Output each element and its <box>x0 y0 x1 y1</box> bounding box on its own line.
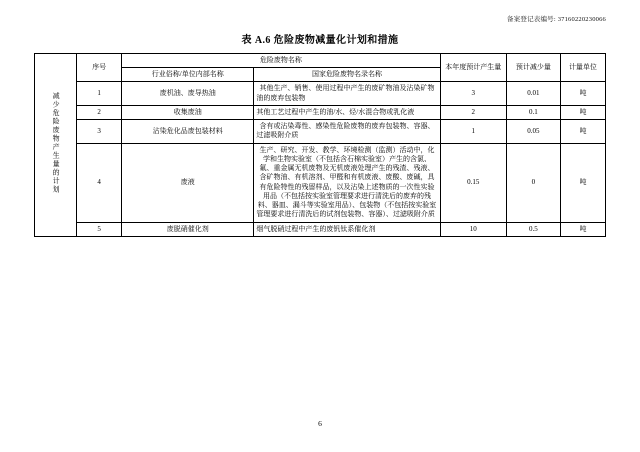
cell-national-name: 其他工艺过程中产生的油/水、烃/水混合物或乳化液 <box>254 105 440 119</box>
cell-seq: 3 <box>77 120 122 143</box>
cell-industry-name: 废液 <box>122 143 254 222</box>
cell-national-name: 生产、研究、开发、教学、环境检测（监测）活动中，化学和生物实验室（不包括含石棉实验室）产生的含氯、氟、重金属无机废物及无机废液处理产生的残渣、残液、含矿物油、有机溶剂、甲醛和有机废液、废酸、废碱，具有危险特性的残留样品，以及沾染上述物质的一次性实验用品（不包括按实验室管理要求进行清洗后的废弃的残料、器皿、漏斗等实验室用品）、包装物（不包括按实验室管理要求进行清洗后的试剂包装物、容器）、过滤吸附介质 <box>254 143 440 222</box>
cell-reduction: 0.5 <box>506 222 560 236</box>
table-header-row <box>35 54 606 68</box>
cell-seq: 5 <box>77 222 122 236</box>
cell-national-name: 其他生产、销售、使用过程中产生的废矿物油及沾染矿物油的废弃包装物 <box>254 82 440 105</box>
cell-reduction: 0 <box>506 143 560 222</box>
column-header-unit: 计量单位 <box>560 54 605 82</box>
table-row <box>35 222 606 236</box>
cell-national-name: 含有或沾染毒性、感染性危险废物的废弃包装物、容器、过滤吸附介质 <box>254 120 440 143</box>
cell-seq: 1 <box>77 82 122 105</box>
cell-amount: 1 <box>440 120 506 143</box>
cell-unit: 吨 <box>560 143 605 222</box>
column-header-industry-name: 行业俗称/单位内部名称 <box>122 68 254 82</box>
cell-seq: 4 <box>77 143 122 222</box>
waste-reduction-table <box>34 53 606 237</box>
table-row <box>35 120 606 143</box>
cell-reduction: 0.1 <box>506 105 560 119</box>
column-header-waste-name: 危险废物名称 <box>122 54 441 68</box>
cell-reduction: 0.05 <box>506 120 560 143</box>
cell-amount: 2 <box>440 105 506 119</box>
cell-industry-name: 收集废油 <box>122 105 254 119</box>
table-row <box>35 82 606 105</box>
cell-reduction: 0.01 <box>506 82 560 105</box>
cell-industry-name: 废机油、废导热油 <box>122 82 254 105</box>
column-header-reduction: 预计减少量 <box>506 54 560 82</box>
row-group-label <box>35 54 77 237</box>
cell-amount: 0.15 <box>440 143 506 222</box>
cell-industry-name: 沾染危化品废包装材料 <box>122 120 254 143</box>
table-title: 表 A.6 危险废物减量化计划和措施 <box>241 35 399 46</box>
cell-unit: 吨 <box>560 222 605 236</box>
row-group-label-text: 减少危险废物产生量的计划 <box>52 92 61 195</box>
table-row <box>35 143 606 222</box>
column-header-seq: 序号 <box>77 54 122 82</box>
cell-national-name: 烟气脱硝过程中产生的废钒钛系催化剂 <box>254 222 440 236</box>
cell-seq: 2 <box>77 105 122 119</box>
cell-unit: 吨 <box>560 120 605 143</box>
page-number: 6 <box>318 419 322 428</box>
cell-amount: 3 <box>440 82 506 105</box>
table-row <box>35 105 606 119</box>
cell-unit: 吨 <box>560 82 605 105</box>
cell-amount: 10 <box>440 222 506 236</box>
column-header-this-year-amount: 本年度预计产生量 <box>440 54 506 82</box>
filing-number: 备案登记表编号: 37160220230066 <box>506 16 606 23</box>
cell-industry-name: 废脱硝催化剂 <box>122 222 254 236</box>
cell-unit: 吨 <box>560 105 605 119</box>
column-header-national-name: 国家危险废物名录名称 <box>254 68 440 82</box>
